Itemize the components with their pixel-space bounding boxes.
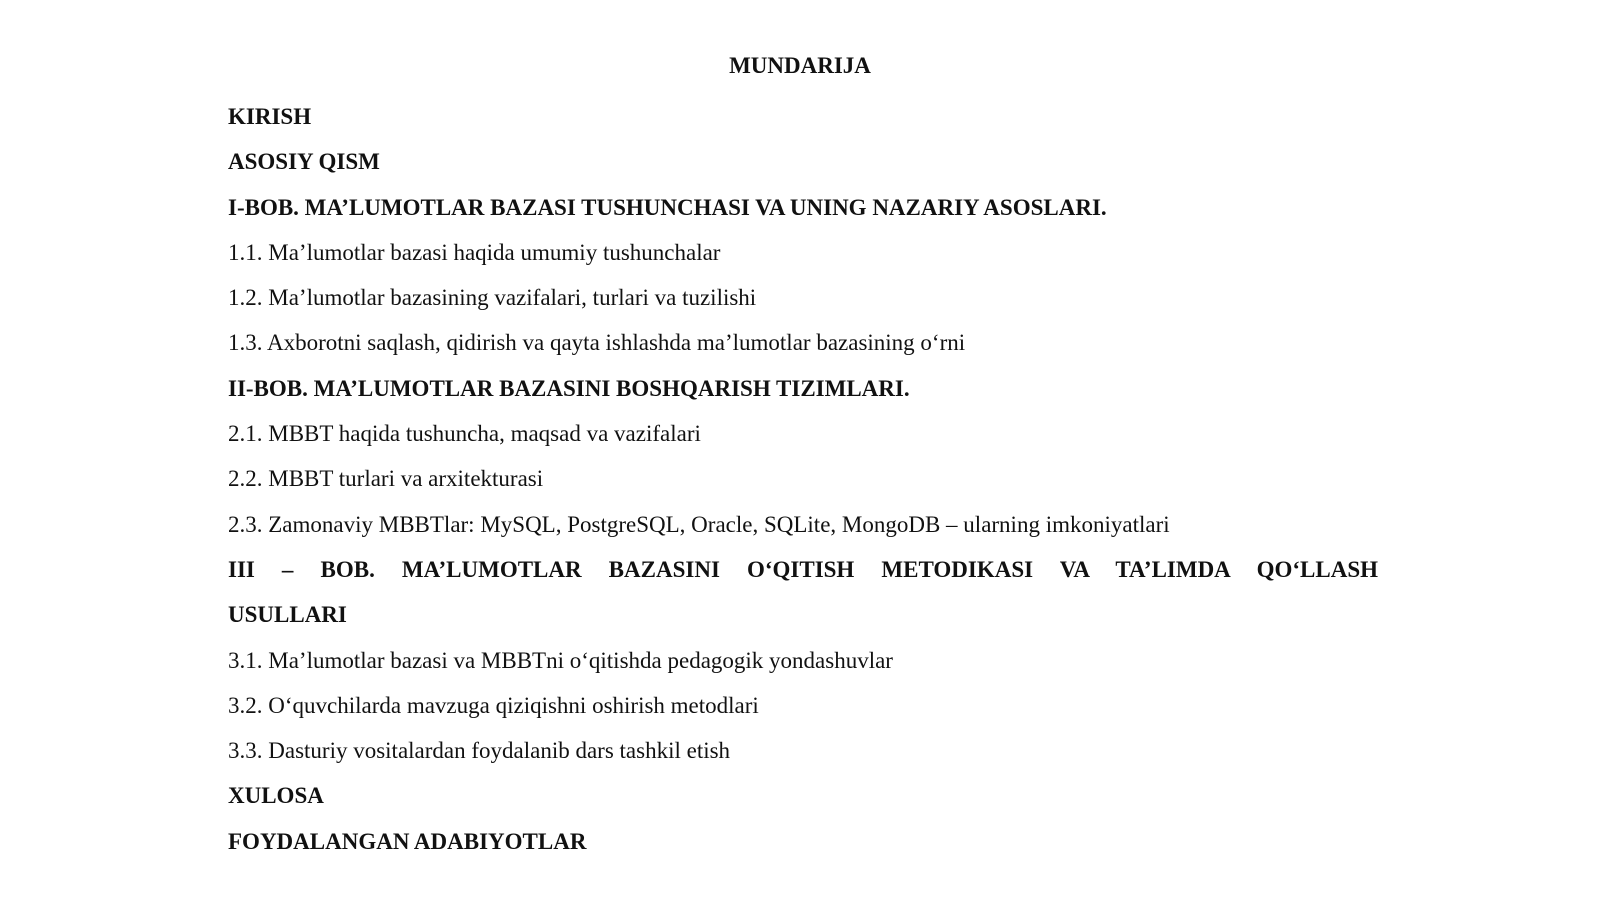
page-title: MUNDARIJA — [729, 53, 871, 78]
toc-section: 3.3. Dasturiy vositalardan foydalanib dars tashkil etish — [228, 738, 731, 764]
toc-section: 3.1. Ma’lumotlar bazasi va MBBTni o‘qitishda pedagogik yondashuvlar — [228, 647, 893, 673]
toc-chapter-2: II-BOB. MA’LUMOTLAR BAZASINI BOSHQARISH TIZIMLARI. — [228, 375, 910, 401]
toc-chapter-3-line-1: III – BOB. MA’LUMOTLAR BAZASINI O‘QITISH METODIKASI VA TA’LIMDA QO‘LLASH — [228, 556, 1378, 582]
toc-section: 1.2. Ma’lumotlar bazasining vazifalari, turlari va tuzilishi — [228, 285, 757, 311]
toc-section: 3.2. O‘quvchilarda mavzuga qiziqishni oshirish metodlari — [228, 692, 759, 718]
toc-section: 1.1. Ma’lumotlar bazasi haqida umumiy tushunchalar — [228, 239, 721, 265]
toc-section: 2.2. MBBT turlari va arxitekturasi — [228, 466, 544, 492]
toc-section: 2.3. Zamonaviy MBBTlar: MySQL, PostgreSQL, Oracle, SQLite, MongoDB – ularning imkoniyatlari — [228, 511, 1170, 537]
toc-section: 2.1. MBBT haqida tushuncha, maqsad va vazifalari — [228, 421, 701, 447]
toc-entry: ASOSIY QISM — [228, 149, 380, 175]
toc-entry: XULOSA — [228, 783, 324, 809]
toc-chapter-1: I-BOB. MA’LUMOTLAR BAZASI TUSHUNCHASI VA UNING NAZARIY ASOSLARI. — [228, 194, 1107, 220]
toc-section: 1.3. Axborotni saqlash, qidirish va qayta ishlashda ma’lumotlar bazasining o‘rni — [228, 330, 966, 356]
table-of-contents — [228, 94, 1378, 864]
toc-chapter-3 — [228, 547, 1378, 592]
toc-entry: KIRISH — [228, 104, 312, 129]
toc-entry: FOYDALANGAN ADABIYOTLAR — [228, 828, 587, 854]
toc-chapter-3-line-2: USULLARI — [228, 602, 347, 628]
